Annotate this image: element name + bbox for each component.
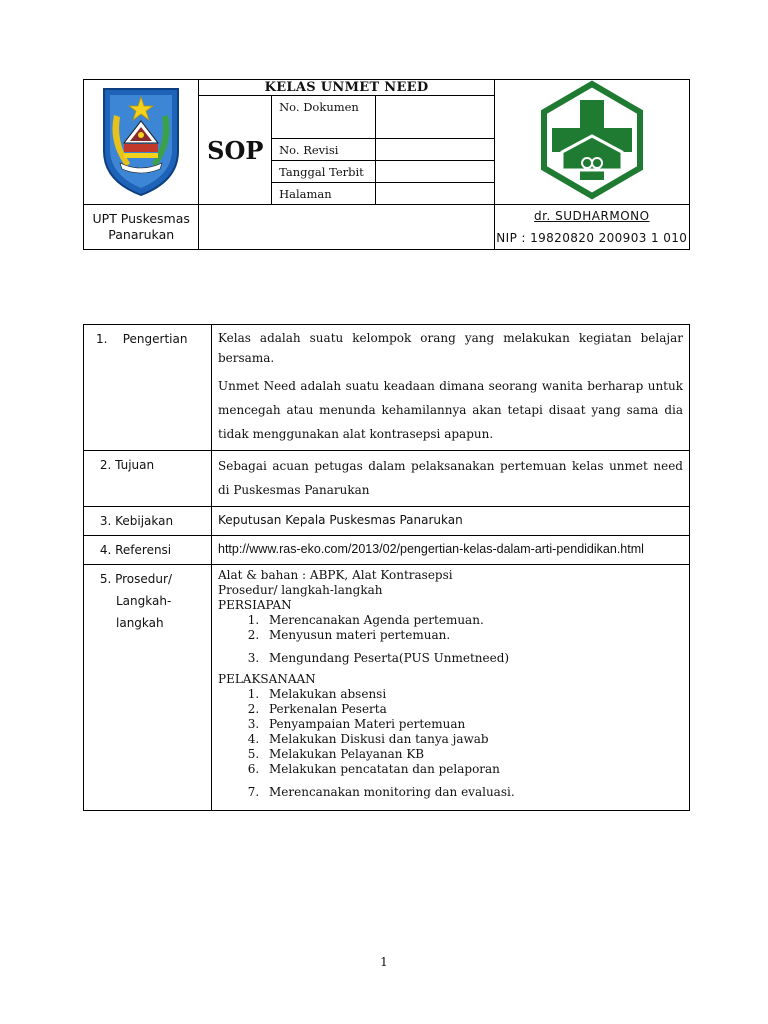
prosedur-line: Prosedur/ langkah-langkah [218,583,383,597]
puskesmas-cross-logo-icon [532,80,652,200]
section-content [212,565,690,811]
reference-link[interactable]: http://www.ras-eko.com/2013/02/pengertian-kelas-dalam-arti-pendidikan.html [218,542,644,556]
doc-field-value [376,183,494,205]
section-title: Prosedur/ [115,572,172,586]
definition-unmet-need: Unmet Need adalah suatu keadaan dimana seorang wanita berharap untuk mencegah atau menunda kehamilannya akan tetapi disaat yang sama dia tidak menggunakan alat kontrasepsi apapun. [218,379,683,441]
section-title: Kebijakan [115,514,174,528]
doc-field-value [376,96,494,139]
row-prosedur [84,565,690,811]
emblem-cell [84,80,199,205]
section-title: Referensi [115,543,172,557]
list-item: 2. Perkenalan Peserta [263,702,683,717]
sop-content-table [83,324,690,811]
persiapan-heading: PERSIAPAN [218,598,292,612]
section-title-line-3: langkah [116,616,164,630]
pelaksanaan-list [218,687,683,800]
blank-cell [199,205,494,250]
section-label [84,536,212,565]
row-tujuan [84,451,690,507]
document-title: KELAS UNMET NEED [199,80,494,96]
doc-field-label: Halaman [272,183,376,205]
section-content [212,451,690,507]
section-content [212,507,690,536]
page-number: 1 [380,955,388,969]
list-item: 5. Melakukan Pelayanan KB [263,747,683,762]
list-item: 2. Menyusun materi pertemuan. [263,628,683,643]
section-number: 5. [99,572,112,586]
section-number: 1. [96,332,108,346]
sop-header-table [83,79,690,250]
section-number: 2. [99,458,112,472]
row-kebijakan [84,507,690,536]
unit-line-1: UPT Puskesmas [92,211,190,226]
section-label [84,451,212,507]
doc-field-label: No. Revisi [272,139,376,161]
row-pengertian [84,325,690,451]
list-item: 1. Merencanakan Agenda pertemuan. [263,613,683,628]
pelaksanaan-heading: PELAKSANAAN [218,672,316,686]
section-label [84,325,212,451]
list-item: 6. Melakukan pencatatan dan pelaporan [263,762,683,777]
row-referensi [84,536,690,565]
section-label [84,565,212,811]
doc-field-label: Tanggal Terbit [272,161,376,183]
regency-emblem-icon [96,81,186,199]
list-item: 3. Mengundang Peserta(PUS Unmetneed) [263,651,683,666]
section-number: 4. [99,543,112,557]
signer-name: dr. SUDHARMONO [534,209,650,223]
doc-field-label: No. Dokumen [272,96,376,139]
doc-field-value [376,161,494,183]
kebijakan-text: Keputusan Kepala Puskesmas Panarukan [218,513,463,527]
sop-label: SOP [199,96,272,205]
section-title: Tujuan [115,458,155,472]
signature-block [494,205,689,250]
section-content [212,325,690,451]
right-logo-cell [494,80,689,205]
doc-field-value [376,139,494,161]
definition-kelas: Kelas adalah suatu kelompok orang yang melakukan kegiatan belajar bersama. [218,331,683,365]
section-title-line-2: Langkah- [116,594,172,608]
section-number: 3. [99,514,112,528]
section-title: Pengertian [122,332,188,346]
signer-nip: NIP : 19820820 200903 1 010 [496,231,688,245]
section-content [212,536,690,565]
list-item: 7. Merencanakan monitoring dan evaluasi. [263,785,683,800]
persiapan-list [218,613,683,666]
alat-bahan: Alat & bahan : ABPK, Alat Kontrasepsi [218,568,453,582]
list-item: 1. Melakukan absensi [263,687,683,702]
unit-name [84,205,199,250]
list-item: 3. Penyampaian Materi pertemuan [263,717,683,732]
section-label [84,507,212,536]
tujuan-text: Sebagai acuan petugas dalam pelaksanakan pertemuan kelas unmet need di Puskesmas Panarukan [218,459,683,497]
list-item: 4. Melakukan Diskusi dan tanya jawab [263,732,683,747]
unit-line-2: Panarukan [108,227,175,242]
